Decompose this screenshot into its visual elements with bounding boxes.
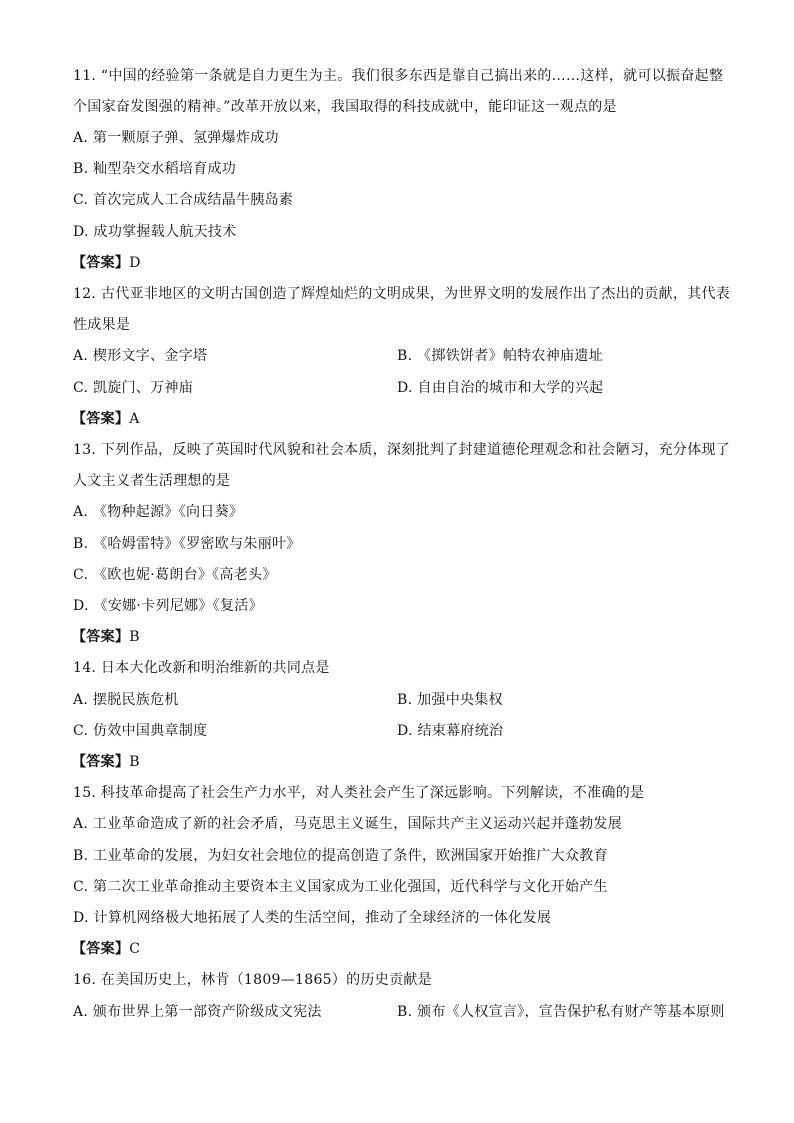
question-12-answer <box>72 409 140 429</box>
question-11-stem-line-1: 11. “中国的经验第一条就是自力更生为主。我们很多东西是靠自己搞出来的……这样，就可以振奋起整 <box>73 68 724 84</box>
question-14-option-b: B. 加强中央集权 <box>397 692 503 708</box>
question-13-option-a: A. 《物种起源》《向日葵》 <box>73 504 244 520</box>
question-16-stem: 16. 在美国历史上，林肯（1809—1865）的历史贡献是 <box>73 972 432 988</box>
question-15-option-a: A. 工业革命造成了新的社会矛盾，马克思主义诞生，国际共产主义运动兴起并蓬勃发展 <box>73 816 623 832</box>
question-12-stem-line-2: 性成果是 <box>73 317 131 333</box>
question-12-option-c: C. 凯旋门、万神庙 <box>73 380 194 396</box>
answer-value: B <box>129 754 140 770</box>
answer-label: 【答案】 <box>72 255 130 271</box>
question-16-option-a: A. 颁布世界上第一部资产阶级成文宪法 <box>73 1004 322 1020</box>
answer-value: B <box>129 629 140 645</box>
question-13-option-d: D. 《安娜·卡列尼娜》《复活》 <box>73 598 263 614</box>
answer-value: A <box>129 411 140 427</box>
question-14-option-a: A. 摆脱民族危机 <box>73 692 179 708</box>
question-14-stem: 14. 日本大化改新和明治维新的共同点是 <box>73 660 330 676</box>
question-15-option-b: B. 工业革命的发展，为妇女社会地位的提高创造了条件，欧洲国家开始推广大众教育 <box>73 848 608 864</box>
question-14-option-d: D. 结束幕府统治 <box>397 723 504 739</box>
question-14-option-c: C. 仿效中国典章制度 <box>73 723 208 739</box>
answer-label: 【答案】 <box>72 629 130 645</box>
question-13-stem-line-1: 13. 下列作品，反映了英国时代风貌和社会本质，深刻批判了封建道德伦理观念和社会陋习，充分体现了 <box>73 442 731 458</box>
question-13-option-c: C. 《欧也妮·葛朗台》《高老头》 <box>73 567 277 583</box>
question-11-stem-line-2: 个国家奋发图强的精神。”改革开放以来，我国取得的科技成就中，能印证这一观点的是 <box>73 99 617 115</box>
question-15-option-d: D. 计算机网络极大地拓展了人类的生活空间，推动了全球经济的一体化发展 <box>73 910 552 926</box>
question-12-option-d: D. 自由自治的城市和大学的兴起 <box>397 380 604 396</box>
question-11-option-a: A. 第一颗原子弹、氢弹爆炸成功 <box>73 130 279 146</box>
question-11-answer <box>72 253 141 273</box>
question-13-option-b: B. 《哈姆雷特》《罗密欧与朱丽叶》 <box>73 536 301 552</box>
question-15-answer <box>72 939 140 959</box>
answer-label: 【答案】 <box>72 411 130 427</box>
question-11-option-c: C. 首次完成人工合成结晶牛胰岛素 <box>73 192 294 208</box>
question-13-answer <box>72 627 140 647</box>
question-12-stem-line-1: 12. 古代亚非地区的文明古国创造了辉煌灿烂的文明成果，为世界文明的发展作出了杰出的贡献，其代表 <box>73 286 731 302</box>
question-15-stem: 15. 科技革命提高了社会生产力水平，对人类社会产生了深远影响。下列解读，不准确的是 <box>73 785 645 801</box>
answer-value: C <box>129 941 141 957</box>
answer-value: D <box>129 255 141 271</box>
answer-label: 【答案】 <box>72 754 130 770</box>
question-13-stem-line-2: 人文主义者生活理想的是 <box>73 473 231 489</box>
question-11-option-b: B. 籼型杂交水稻培育成功 <box>73 161 237 177</box>
answer-label: 【答案】 <box>72 941 130 957</box>
question-12-option-a: A. 楔形文字、金字塔 <box>73 348 208 364</box>
question-12-option-b: B. 《掷铁饼者》帕特农神庙遗址 <box>397 348 603 364</box>
question-11-option-d: D. 成功掌握载人航天技术 <box>73 224 237 240</box>
question-14-answer <box>72 752 140 772</box>
question-16-option-b: B. 颁布《人权宣言》，宣告保护私有财产等基本原则 <box>397 1004 725 1020</box>
question-15-option-c: C. 第二次工业革命推动主要资本主义国家成为工业化强国，近代科学与文化开始产生 <box>73 879 608 895</box>
